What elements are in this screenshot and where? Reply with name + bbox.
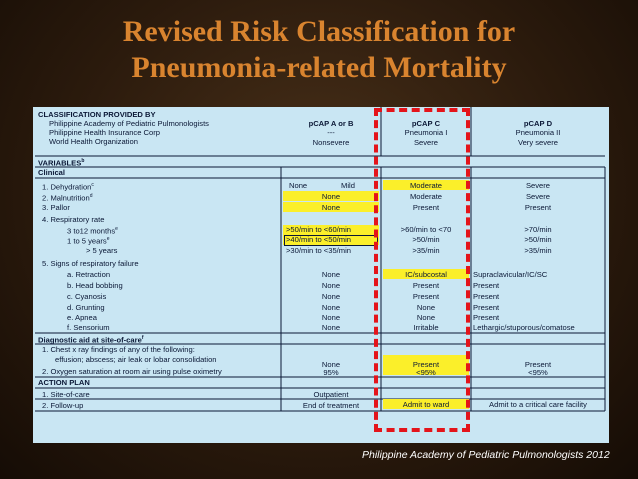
col-c-severity: Severe: [413, 138, 439, 147]
dehydration-ab-mild: Mild: [341, 181, 355, 190]
col-ab-severity: Nonsevere: [312, 138, 350, 147]
dehydration-ab-none: None: [289, 181, 308, 190]
rr-r2-ab: >40/min to <50/min: [286, 235, 352, 244]
malnutrition-d: Severe: [525, 192, 551, 201]
site-of-care-label: 1. Site-of-care: [42, 390, 90, 399]
col-c-sub: Pneumonia I: [404, 128, 448, 137]
rr-r3-d: >35/min: [524, 246, 552, 255]
signs-d-label: d. Grunting: [67, 303, 105, 312]
row-label-dehydration: 1. Dehydration$^c$: [42, 182, 94, 192]
rr-r1-label: 3 to12 months$^e$: [67, 226, 118, 236]
rr-r3-c: >35/min: [412, 246, 440, 255]
pallor-c: Present: [412, 203, 440, 212]
variables-label: VARIABLES$^b$: [38, 158, 85, 168]
signs-b-ab: None: [321, 281, 341, 290]
signs-c-ab: None: [321, 292, 341, 301]
signs-f-ab: None: [321, 323, 341, 332]
signs-d-c: None: [416, 303, 436, 312]
signs-d-ab: None: [321, 303, 341, 312]
malnutrition-c: Moderate: [409, 192, 443, 201]
signs-f-d: Lethargic/stuporous/comatose: [473, 323, 575, 332]
rr-r2-label: 1 to 5 years$^e$: [67, 236, 110, 246]
signs-e-c: None: [416, 313, 436, 322]
signs-d-d: Present: [473, 303, 500, 312]
o2-d: <95%: [528, 368, 548, 377]
col-ab-name: pCAP A or B: [308, 119, 354, 128]
signs-a-c: IC/subcostal: [405, 270, 447, 279]
cxr-c: Present: [412, 360, 440, 369]
title-line-1: Revised Risk Classification for: [122, 15, 516, 48]
row-label-signs: 5. Signs of respiratory failure: [42, 259, 139, 268]
signs-f-label: f. Sensorium: [67, 323, 110, 332]
diagnostic-label: Diagnostic aid at site-of-care$^f$: [38, 335, 144, 345]
col-c-name: pCAP C: [411, 119, 441, 128]
clinical-label: Clinical: [38, 168, 66, 177]
signs-b-c: Present: [412, 281, 440, 290]
action-plan-label: ACTION PLAN: [38, 378, 90, 387]
signs-a-d: Supraclavicular/IC/SC: [473, 270, 548, 279]
signs-e-d: Present: [473, 313, 500, 322]
o2-label: 2. Oxygen saturation at room air using pulse oximetry: [42, 367, 222, 376]
col-d-name: pCAP D: [523, 119, 553, 128]
org-3: World Health Organization: [49, 137, 138, 146]
pcap-c-dashed-highlight-box: [374, 108, 470, 432]
signs-e-label: e. Apnea: [67, 313, 97, 322]
rr-r1-ab: >50/min to <60/min: [286, 225, 352, 234]
site-d: Admit to a critical care facility: [489, 400, 587, 409]
dehydration-c: Moderate: [409, 181, 443, 190]
site-c: Admit to ward: [402, 400, 450, 409]
signs-a-ab: None: [321, 270, 341, 279]
o2-ab: 95%: [323, 368, 339, 377]
title-line-2: Pneumonia-related Mortality: [131, 51, 507, 84]
pallor-ab: None: [321, 203, 341, 212]
rr-r2-c: >50/min: [412, 235, 440, 244]
rr-r2-d: >50/min: [524, 235, 552, 244]
col-d-severity: Very severe: [517, 138, 559, 147]
signs-c-c: Present: [412, 292, 440, 301]
row-label-respiratory-rate: 4. Respiratory rate: [42, 215, 105, 224]
org-2: Philippine Health Insurance Corp: [49, 128, 161, 137]
source-citation: Philippine Academy of Pediatric Pulmonologists 2012: [362, 449, 610, 461]
signs-b-label: b. Head bobbing: [67, 281, 123, 290]
row-label-malnutrition: 2. Malnutrition$^d$: [42, 193, 93, 203]
malnutrition-ab: None: [321, 192, 341, 201]
cxr-label-2: effusion; abscess; air leak or lobar consolidation: [55, 355, 217, 364]
dehydration-d: Severe: [525, 181, 551, 190]
cxr-label: 1. Chest x ray findings of any of the following:: [42, 345, 195, 354]
pallor-d: Present: [524, 203, 552, 212]
follow-ab: End of treatment: [302, 401, 360, 410]
rr-r1-d: >70/min: [524, 225, 552, 234]
signs-a-label: a. Retraction: [67, 270, 111, 279]
col-ab-sub: ---: [327, 128, 335, 137]
signs-c-d: Present: [473, 292, 500, 301]
org-1: Philippine Academy of Pediatric Pulmonologists: [49, 119, 209, 128]
signs-b-d: Present: [473, 281, 500, 290]
follow-up-label: 2. Follow-up: [42, 401, 84, 410]
classification-heading: CLASSIFICATION PROVIDED BY: [38, 110, 156, 119]
signs-c-label: c. Cyanosis: [67, 292, 107, 301]
signs-e-ab: None: [321, 313, 341, 322]
o2-c: <95%: [416, 368, 436, 377]
rr-r1-c: >60/min to <70: [400, 225, 452, 234]
row-label-pallor: 3. Pallor: [42, 203, 70, 212]
signs-f-c: Irritable: [413, 323, 439, 332]
site-ab: Outpatient: [313, 390, 349, 399]
cxr-ab: None: [321, 360, 341, 369]
rr-r3-ab: >30/min to <35/min: [286, 246, 352, 255]
cxr-d: Present: [524, 360, 552, 369]
slide-title: [0, 14, 638, 86]
rr-r3-label: > 5 years: [86, 246, 118, 255]
col-d-sub: Pneumonia II: [515, 128, 561, 137]
classification-table: [33, 107, 609, 443]
